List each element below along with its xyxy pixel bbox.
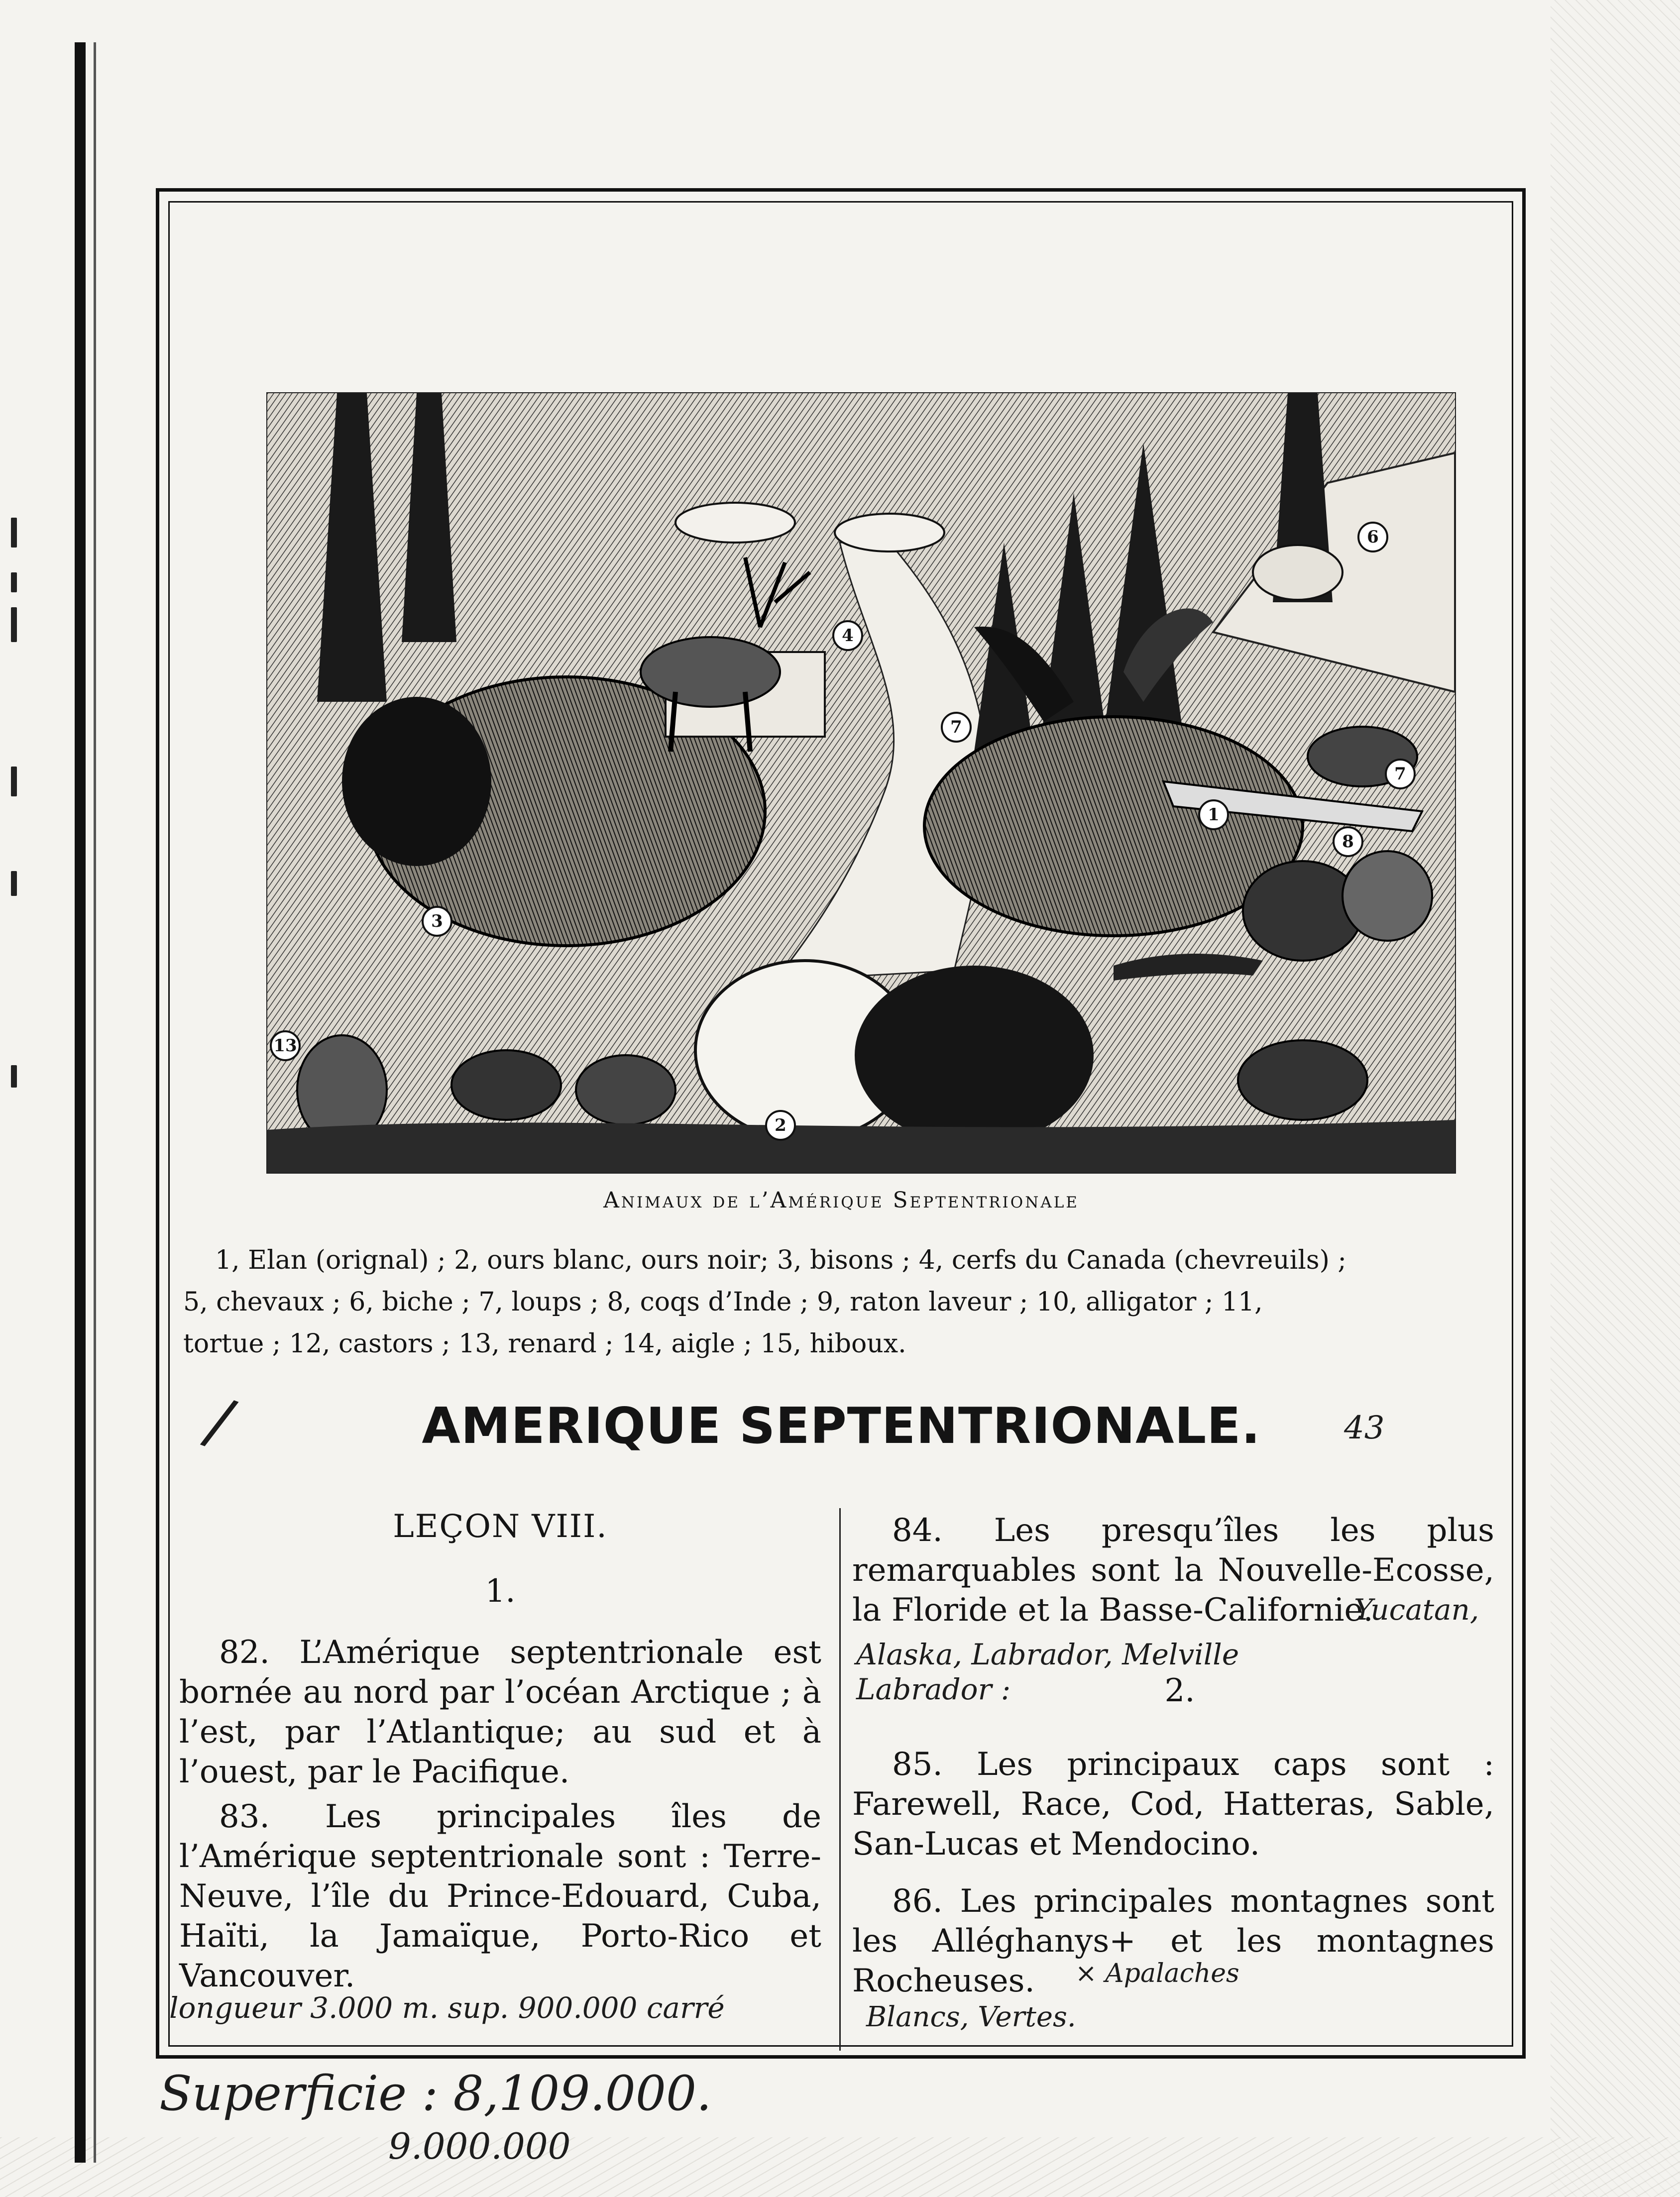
marker-7b: 7 xyxy=(1385,759,1416,789)
margin-mark xyxy=(11,767,17,796)
handwritten-note-apalaches: × Apalaches xyxy=(1075,1959,1239,1988)
page-title: AMERIQUE SEPTENTRIONALE. xyxy=(422,1397,1261,1455)
paragraph-83: 83. Les principales îles de l’Amérique septentrionale sont : Terre-Neuve, l’île du Prince-Edouard, Cuba, Haïti, la Jamaïque, Porto-Rico et Vancouver. xyxy=(179,1798,821,1994)
lesson-heading: LEÇON VIII. xyxy=(393,1508,608,1545)
margin-mark xyxy=(11,607,17,642)
handwritten-note-labrador: Labrador : xyxy=(856,1672,1011,1706)
marker-1: 1 xyxy=(1198,799,1229,830)
handwritten-note-yucatan: Yucatan, xyxy=(1354,1593,1479,1627)
handwritten-title-note: 43 xyxy=(1344,1410,1385,1446)
legend-line: 1, Elan (orignal) ; 2, ours blanc, ours noir; 3, bisons ; 4, cerfs du Canada (chevreuils) ; xyxy=(215,1245,1346,1275)
marker-4: 4 xyxy=(832,620,863,651)
margin-mark xyxy=(11,518,17,548)
handwritten-note-length: longueur 3.000 m. sup. 900.000 carré xyxy=(169,1991,725,2025)
paragraph-86: 86. Les principales montagnes sont les Alléghanys+ et les montagnes Rocheuses. xyxy=(852,1883,1494,1999)
margin-mark xyxy=(11,572,17,592)
legend-line: 5, chevaux ; 6, biche ; 7, loups ; 8, coqs d’Inde ; 9, raton laveur ; 10, alligator ; 11, xyxy=(183,1287,1263,1317)
handwritten-superficie: Superficie : 8,109.000. xyxy=(159,2066,712,2121)
animals-engraving xyxy=(266,392,1456,1174)
figure-caption: Animaux de l’Amérique Septentrionale xyxy=(603,1188,1079,1213)
marker-2: 2 xyxy=(765,1110,796,1141)
handwritten-note-blancs: Blancs, Vertes. xyxy=(866,2001,1076,2033)
marker-8: 8 xyxy=(1333,826,1363,857)
paper-grain-bottom xyxy=(0,2137,1680,2197)
margin-mark xyxy=(11,1065,17,1088)
marker-13: 13 xyxy=(270,1030,301,1061)
binding-rule xyxy=(75,42,86,2163)
marker-7: 7 xyxy=(941,712,972,743)
handwritten-figure: 9.000.000 xyxy=(388,2125,571,2167)
column-divider xyxy=(839,1508,841,2051)
marker-6: 6 xyxy=(1357,522,1388,552)
paragraph-85: 85. Les principaux caps sont : Farewell, Race, Cod, Hatteras, Sable, San-Lucas et Mendocino. xyxy=(852,1746,1494,1863)
section-number-2: 2. xyxy=(1164,1672,1195,1709)
figure-legend xyxy=(183,1239,1503,1365)
binding-rule-thin xyxy=(94,42,96,2163)
marker-3: 3 xyxy=(422,906,452,937)
margin-mark xyxy=(11,871,17,896)
section-number-1: 1. xyxy=(485,1573,516,1610)
handwritten-note-peninsulas: Alaska, Labrador, Melville xyxy=(856,1638,1239,1671)
pen-stroke: / xyxy=(197,1382,243,1461)
engraving-art xyxy=(267,393,1455,1173)
paragraph-84: 84. Les presqu’îles les plus remarquables sont la Nouvelle-Ecosse, la Floride et la Basse-Californie. xyxy=(852,1512,1494,1629)
paragraph-82: 82. L’Amérique septentrionale est bornée au nord par l’océan Arctique ; à l’est, par l’Atlantique; au sud et à l’ouest, par le Pacifique. xyxy=(179,1634,821,1790)
paper-grain xyxy=(1551,0,1680,2197)
legend-line: tortue ; 12, castors ; 13, renard ; 14, aigle ; 15, hiboux. xyxy=(183,1329,906,1359)
